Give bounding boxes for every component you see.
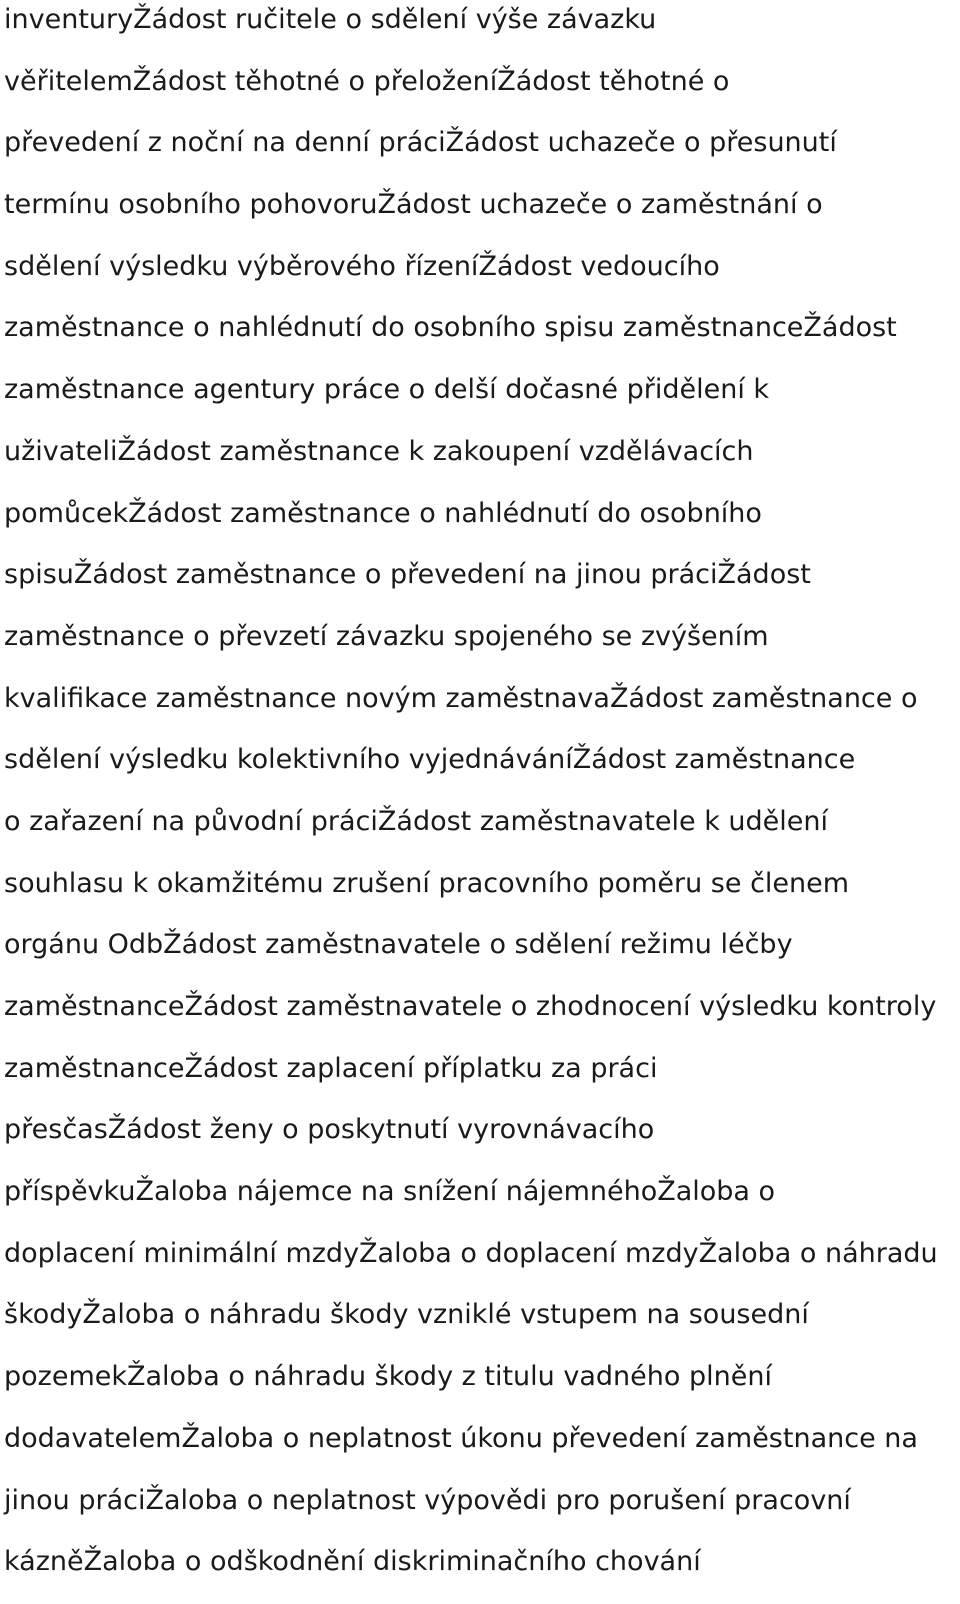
text-line: zaměstnance o převzetí závazku spojeného se zvýšením (4, 620, 769, 652)
text-line: příspěvkuŽaloba nájemce na snížení nájemnéhoŽaloba o (4, 1176, 776, 1208)
text-line: pomůcekŽádost zaměstnance o nahlédnutí do osobního (4, 497, 762, 529)
text-line: škodyŽaloba o náhradu škody vzniklé vstupem na sousední (4, 1299, 809, 1331)
text-line: věřitelemŽádost těhotné o přeloženíŽádost těhotné o (4, 65, 730, 97)
text-line: uživateliŽádost zaměstnance k zakoupení vzdělávacích (4, 435, 754, 467)
text-line: doplacení minimální mzdyŽaloba o doplacení mzdyŽaloba o náhradu (4, 1237, 938, 1269)
text-line: zaměstnanceŽádost zaměstnavatele o zhodnocení výsledku kontroly (4, 991, 937, 1022)
text-line: sdělení výsledku kolektivního vyjednáváníŽádost zaměstnance (4, 744, 856, 776)
text-line: zaměstnanceŽádost zaplacení příplatku za práci (4, 1052, 658, 1084)
text-line: přesčasŽádost ženy o poskytnutí vyrovnávacího (4, 1114, 655, 1146)
text-line: kázněŽaloba o odškodnění diskriminačního chování (4, 1546, 701, 1578)
text-line: o zařazení na původní práciŽádost zaměstnavatele k udělení (4, 805, 829, 837)
document-text-list (4, 0, 954, 1604)
text-line: kvalifikace zaměstnance novým zaměstnavaŽádost zaměstnance o (4, 682, 918, 714)
text-line: termínu osobního pohovoruŽádost uchazeče o zaměstnání o (4, 189, 823, 221)
text-line: inventuryŽádost ručitele o sdělení výše závazku (4, 4, 657, 35)
text-line: zaměstnance agentury práce o delší dočasné přidělení k (4, 374, 770, 406)
text-line: sdělení výsledku výběrového řízeníŽádost vedoucího (4, 250, 720, 282)
text-line: spisuŽádost zaměstnance o převedení na jinou práciŽádost (4, 559, 811, 591)
text-line: jinou práciŽaloba o neplatnost výpovědi pro porušení pracovní (4, 1484, 851, 1516)
text-line: pozemekŽaloba o náhradu škody z titulu vadného plnění (4, 1361, 772, 1393)
text-line: orgánu OdbŽádost zaměstnavatele o sdělení režimu léčby (4, 929, 793, 961)
text-line: převedení z noční na denní práciŽádost uchazeče o přesunutí (4, 127, 837, 159)
text-line: souhlasu k okamžitému zrušení pracovního poměru se členem (4, 867, 850, 899)
text-line: dodavatelemŽaloba o neplatnost úkonu převedení zaměstnance na (4, 1422, 918, 1454)
text-line: zaměstnance o nahlédnutí do osobního spisu zaměstnanceŽádost (4, 312, 897, 344)
